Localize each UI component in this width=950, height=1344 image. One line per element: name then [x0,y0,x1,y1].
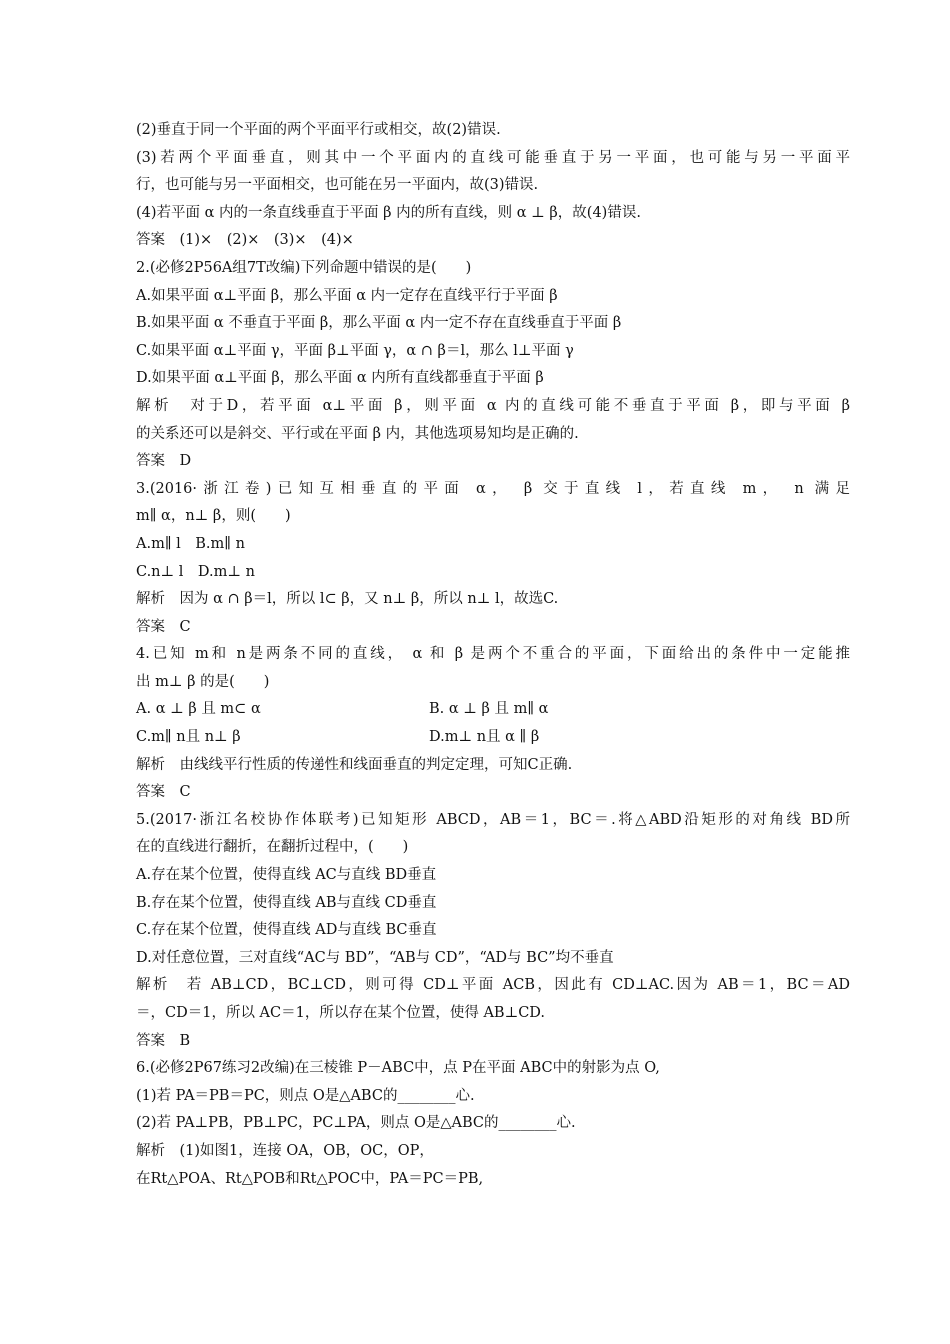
answer-line: 答案 C [136,618,191,635]
option-line: C.n⊥ l D.m⊥ n [136,563,255,580]
option-line: D.如果平面 α⊥平面 β，那么平面 α 内所有直线都垂直于平面 β [136,370,544,387]
question-3: 3.(2016·浙江卷)已知互相垂直的平面 α， β 交于直线 l，若直线 m， n 满足 [136,480,850,497]
answer-line: 答案 D [136,453,192,470]
analysis-line: 解析 因为 α ∩ β＝l，所以 l⊂ β，又 n⊥ β，所以 n⊥ l，故选C. [136,591,559,608]
analysis-line: 解析 若 AB⊥CD，BC⊥CD，则可得 CD⊥平面 ACB，因此有 CD⊥AC.因为 AB＝1，BC＝AD [136,977,850,994]
option-line: D.对任意位置，三对直线“AC与 BD”，“AB与 CD”，“AD与 BC”均不垂直 [136,949,614,966]
text-line: 在Rt△POA、Rt△POB和Rt△POC中，PA＝PC＝PB, [136,1170,484,1187]
text-line: 在的直线进行翻折，在翻折过程中，( ) [136,839,409,856]
text-line: ＝，CD＝1，所以 AC＝1，所以存在某个位置，使得 AB⊥CD. [136,1005,546,1021]
question-4: 4.已知 m和 n是两条不同的直线， α 和 β 是两个不重合的平面，下面给出的条件中一定能推 [136,646,850,663]
option-line: A.存在某个位置，使得直线 AC与直线 BD垂直 [136,867,437,884]
text-line: m∥ α，n⊥ β，则( ) [136,508,291,525]
analysis-line: 解析 (1)如图1，连接 OA，OB，OC，OP， [136,1142,434,1159]
option-line: C.存在某个位置，使得直线 AD与直线 BC垂直 [136,922,437,939]
text-line: 的关系还可以是斜交、平行或在平面 β 内，其他选项易知均是正确的. [136,425,579,442]
option-c: C.m∥ n且 n⊥ β [136,729,241,746]
question-6: 6.(必修2P67练习2改编)在三棱锥 P－ABC中，点 P在平面 ABC中的射影为点 O, [136,1060,660,1077]
option-row [136,724,850,752]
question-5: 5.(2017·浙江名校协作体联考)已知矩形 ABCD，AB＝1，BC＝.将△ABD沿矩形的对角线 BD所 [136,811,850,828]
option-line: B.存在某个位置，使得直线 AB与直线 CD垂直 [136,894,437,911]
answer-line: 答案 B [136,1032,191,1049]
option-b: B. α ⊥ β 且 m∥ α [429,701,549,718]
answer-line: 答案 C [136,784,191,801]
option-line: A.如果平面 α⊥平面 β，那么平面 α 内一定存在直线平行于平面 β [136,287,558,304]
text-line: 出 m⊥ β 的是( ) [136,673,270,690]
text-line: (3)若两个平面垂直，则其中一个平面内的直线可能垂直于另一平面，也可能与另一平面平 [136,149,850,166]
text-line: 行，也可能与另一平面相交，也可能在另一平面内，故(3)错误. [136,177,539,194]
text-line: (4)若平面 α 内的一条直线垂直于平面 β 内的所有直线，则 α ⊥ β，故(4)错误. [136,204,641,221]
question-2: 2.(必修2P56A组7T改编)下列命题中错误的是( ) [136,259,472,276]
option-line: C.如果平面 α⊥平面 γ，平面 β⊥平面 γ，α ∩ β＝l，那么 l⊥平面 γ [136,342,574,359]
text-line: (2)垂直于同一个平面的两个平面平行或相交，故(2)错误. [136,122,501,138]
option-row [136,696,850,724]
option-line: B.如果平面 α 不垂直于平面 β，那么平面 α 内一定不存在直线垂直于平面 β [136,315,622,332]
answer-line: 答案 (1)× (2)× (3)× (4)× [136,232,354,249]
analysis-line: 解析 由线线平行性质的传递性和线面垂直的判定定理，可知C正确. [136,756,573,773]
option-line: A.m∥ l B.m∥ n [136,535,245,552]
text-line: (2)若 PA⊥PB，PB⊥PC，PC⊥PA，则点 O是△ABC的________心. [136,1115,576,1132]
option-d: D.m⊥ n且 α ∥ β [429,729,540,746]
text-line: (1)若 PA＝PB＝PC，则点 O是△ABC的________心. [136,1087,475,1104]
analysis-line: 解析 对于D，若平面 α⊥平面 β，则平面 α 内的直线可能不垂直于平面 β，即与平面 β [136,397,850,414]
option-a: A. α ⊥ β 且 m⊂ α [136,701,261,718]
